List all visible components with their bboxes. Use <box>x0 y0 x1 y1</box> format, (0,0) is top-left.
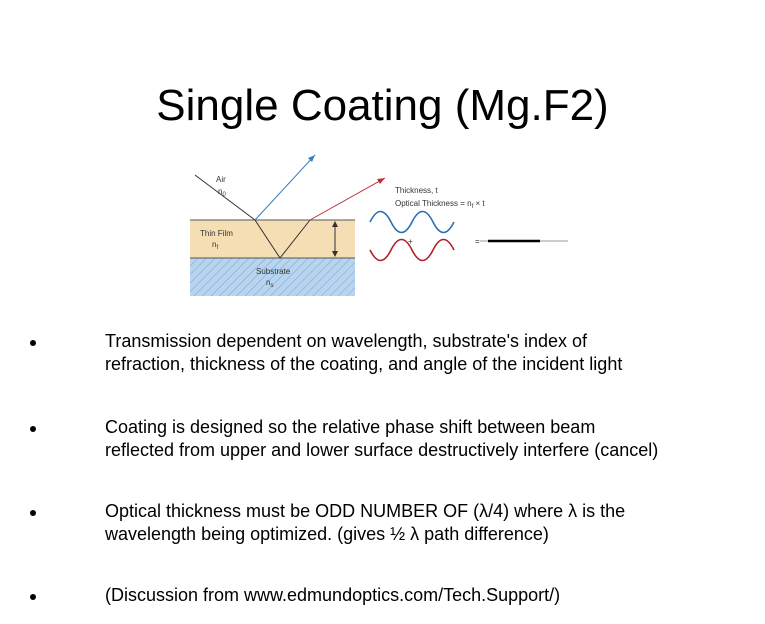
bullet-text: Optical thickness must be ODD NUMBER OF (λ/4) where λ is the wavelength being optimized. (gives ½ λ path difference) <box>105 501 626 544</box>
thin-film-label: Thin Film <box>200 229 233 238</box>
reflected-ray-blue <box>255 155 315 220</box>
optical-thickness-label: Optical Thickness = $n_f \times t$ <box>395 199 485 210</box>
substrate-label: Substrate <box>256 267 291 276</box>
bullet-text: (Discussion from www.edmundoptics.com/Tech.Support/) <box>105 585 561 605</box>
air-label: Air <box>216 175 226 184</box>
bullet-dot <box>30 426 36 432</box>
ns-label: $n_s$ <box>266 278 274 289</box>
nf-label: $n_f$ <box>212 240 219 251</box>
plus-sign: + <box>408 237 413 246</box>
red-ray-arrowhead <box>377 178 385 184</box>
bullet-dot <box>30 340 36 346</box>
bullet-dot <box>30 510 36 516</box>
slide-title: Single Coating (Mg.F2) <box>156 81 609 130</box>
thin-film-layer <box>190 220 355 258</box>
bullet-text: Transmission dependent on wavelength, substrate's index of refraction, thickness of the coating, and angle of the incident light <box>105 331 623 374</box>
substrate-hatch <box>190 258 355 296</box>
reflected-ray-red <box>310 178 385 220</box>
n0-label: $n_0$ <box>218 187 226 198</box>
equals-sign: = <box>475 237 480 246</box>
thin-film-interference-diagram <box>170 150 590 305</box>
blue-wave <box>370 212 454 233</box>
thickness-label: Thickness, t <box>395 186 438 195</box>
bullet-text: Coating is designed so the relative phase shift between beam reflected from upper and lower surface destructively interfere (cancel) <box>105 417 659 460</box>
bullet-dot <box>30 594 36 600</box>
